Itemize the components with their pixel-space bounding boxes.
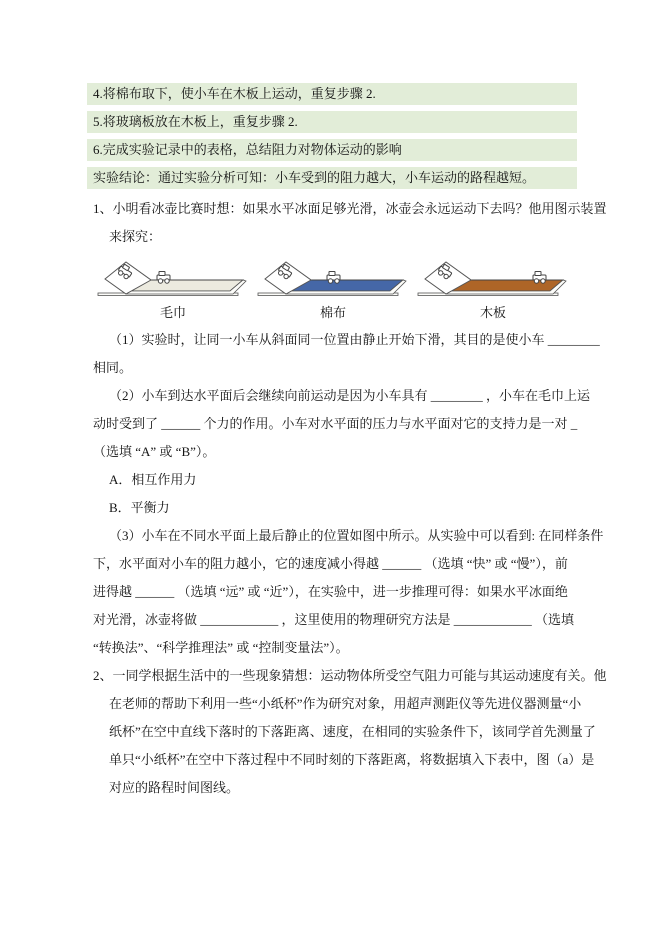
question-1-stem [87, 195, 607, 251]
experiment-conclusion-line: 实验结论：通过实验分析可知：小车受到的阻力越大，小车运动的路程越短。 [87, 167, 577, 189]
figure-panel-towel [95, 259, 251, 322]
sub-question-2-line: （2）小车到达水平面后会继续向前运动是因为小车具有 ________ ，小车在毛巾上运 [109, 388, 591, 403]
question-2-line: 对应的路程时间图线。 [109, 780, 240, 795]
sub-question-3-line: 进得越 ______ （选填 “远” 或 “近”），在实验中，进一步推理可得：如果水平冰面绝 [93, 584, 568, 599]
ramp-diagram-cotton [255, 259, 411, 303]
sub-question-2-line: 动时受到了 ______ 个力的作用。小车对水平面的压力与水平面对它的支持力是一对 _ [93, 416, 578, 431]
sub-question-1 [87, 326, 600, 382]
surface-label-wood: 木板 [479, 305, 506, 320]
option-b-line: B．平衡力 [109, 500, 170, 515]
sub-question-3-line: 对光滑，冰壶将做 ____________ ，这里使用的物理研究方法是 ____________ （选填 [93, 612, 575, 627]
sub-question-2 [87, 382, 591, 522]
sub-question-2-line: （选填 “A” 或 “B”）。 [93, 444, 216, 459]
surface-label-towel: 毛巾 [159, 305, 186, 320]
sub-question-1-line: 相同。 [93, 360, 133, 375]
question-1-line: 来探究： [109, 229, 162, 244]
question-2-line: 在老师的帮助下利用一些“小纸杯”作为研究对象，用超声测距仪等先进仪器测量“小 [109, 696, 582, 711]
question-2-stem [87, 662, 607, 802]
question-2-line: 2、一同学根据生活中的一些现象猜想：运动物体所受空气阻力可能与其运动速度有关。他 [93, 668, 607, 683]
surface-label-cotton: 棉布 [319, 305, 346, 320]
sub-question-3 [87, 522, 604, 662]
ramp-diagram-towel [95, 259, 251, 303]
experiment-steps-block [87, 83, 581, 189]
question-1-line: 1、小明看冰壶比赛时想：如果水平冰面足够光滑，冰壶会永远运动下去吗？他用图示装置 [93, 201, 607, 216]
sub-question-3-line: “转换法”、“科学推理法” 或 “控制变量法”）。 [93, 640, 349, 655]
figure-panel-cotton [255, 259, 411, 322]
sub-question-1-line: （1）实验时，让同一小车从斜面同一位置由静止开始下滑，其目的是使小车 ________ [109, 332, 600, 347]
figure-panel-wood [415, 259, 571, 322]
experiment-step-line: 4.将棉布取下，使小车在木板上运动，重复步骤 2. [87, 83, 577, 105]
sub-question-3-line: 下，水平面对小车的阻力越小，它的速度减小得越 ______ （选填 “快” 或 “慢”），前 [93, 556, 568, 571]
ramp-diagram-wood [415, 259, 571, 303]
sub-question-3-line: （3）小车在不同水平面上最后静止的位置如图中所示。从实验中可以看到: 在同样条件 [109, 528, 604, 543]
option-a-line: A．相互作用力 [109, 472, 197, 487]
question-2-line: 纸杯”在空中直线下落时的下落距离、速度，在相同的实验条件下，该同学首先测量了 [109, 724, 596, 739]
experiment-step-line: 6.完成实验记录中的表格，总结阻力对物体运动的影响 [87, 139, 577, 161]
experiment-step-line: 5.将玻璃板放在木板上，重复步骤 2. [87, 111, 577, 133]
question-2-line: 单只“小纸杯”在空中下落过程中不同时刻的下落距离，将数据填入下表中，图（a）是 [109, 752, 595, 767]
ramp-experiment-figure [95, 259, 581, 322]
